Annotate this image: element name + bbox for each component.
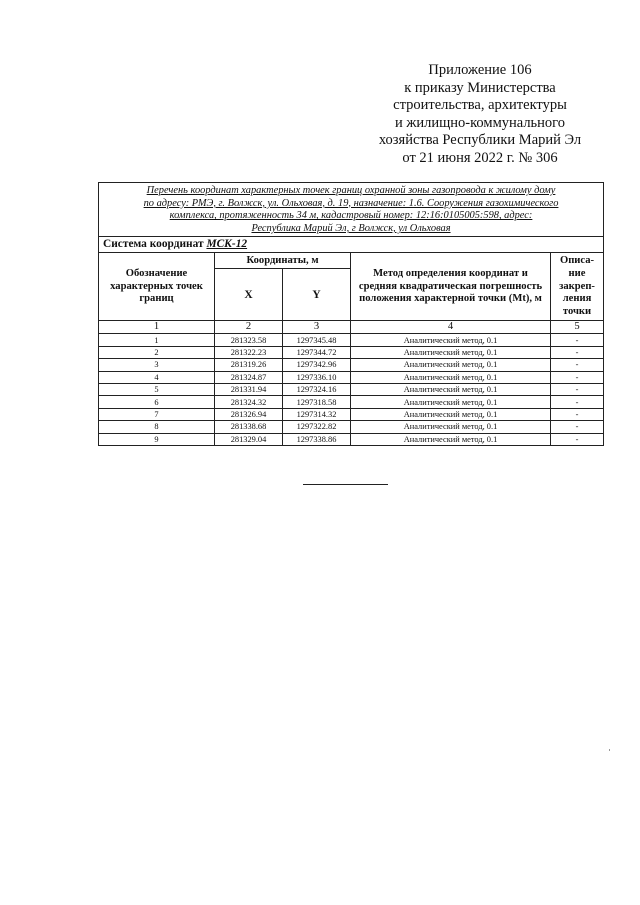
description-cell: - (551, 383, 604, 395)
column-number: 1 (99, 321, 215, 334)
table-title (99, 183, 604, 237)
header-x: X (215, 269, 283, 321)
point-cell: 4 (99, 371, 215, 383)
coordinate-system-label: Система координат (103, 238, 204, 251)
method-cell: Аналитический метод, 0.1 (351, 421, 551, 433)
method-cell: Аналитический метод, 0.1 (351, 359, 551, 371)
point-cell: 9 (99, 433, 215, 445)
table-title-line: комплекса, протяженность 34 м, кадастровый номер: 12:16:0105005:598, адрес: (169, 210, 533, 222)
table-row (99, 359, 604, 371)
column-number: 2 (215, 321, 283, 334)
table-row (99, 433, 604, 445)
description-cell: - (551, 334, 604, 346)
point-cell: 3 (99, 359, 215, 371)
appendix-line: строительства, архитектуры (393, 97, 567, 114)
table-row (99, 383, 604, 395)
header-description: Описа-ние закреп-ления точки (551, 253, 604, 321)
x-cell: 281324.87 (215, 371, 283, 383)
description-cell: - (551, 359, 604, 371)
header-coordinates: Координаты, м (215, 253, 351, 269)
y-cell: 1297344.72 (283, 346, 351, 358)
scan-speck (609, 749, 610, 751)
method-cell: Аналитический метод, 0.1 (351, 433, 551, 445)
point-cell: 2 (99, 346, 215, 358)
x-cell: 281338.68 (215, 421, 283, 433)
x-cell: 281329.04 (215, 433, 283, 445)
method-cell: Аналитический метод, 0.1 (351, 408, 551, 420)
description-cell: - (551, 421, 604, 433)
description-cell: - (551, 346, 604, 358)
table-title-line: по адресу: РМЭ, г. Волжск, ул. Ольховая, д. 19, назначение: 1.6. Сооружения газохимического (143, 197, 559, 209)
table-row (99, 408, 604, 420)
y-cell: 1297345.48 (283, 334, 351, 346)
column-number: 4 (351, 321, 551, 334)
table-title-line: Перечень координат характерных точек границ охранной зоны газопровода к жилому дому (146, 185, 556, 196)
x-cell: 281319.26 (215, 359, 283, 371)
table-row (99, 396, 604, 408)
y-cell: 1297322.82 (283, 421, 351, 433)
description-cell: - (551, 396, 604, 408)
method-cell: Аналитический метод, 0.1 (351, 371, 551, 383)
table-row (99, 346, 604, 358)
appendix-header (340, 62, 620, 168)
method-cell: Аналитический метод, 0.1 (351, 396, 551, 408)
point-cell: 5 (99, 383, 215, 395)
y-cell: 1297336.10 (283, 371, 351, 383)
description-cell: - (551, 433, 604, 445)
y-cell: 1297342.96 (283, 359, 351, 371)
point-cell: 8 (99, 421, 215, 433)
coordinate-system (99, 237, 604, 253)
coordinate-system-value: МСК-12 (206, 238, 248, 251)
y-cell: 1297314.32 (283, 408, 351, 420)
table-row (99, 334, 604, 346)
table-row (99, 421, 604, 433)
column-number-row (99, 321, 604, 334)
appendix-line: к приказу Министерства (404, 79, 556, 96)
appendix-line: хозяйства Республики Марий Эл (378, 132, 582, 149)
y-cell: 1297338.86 (283, 433, 351, 445)
appendix-line: от 21 июня 2022 г. № 306 (402, 149, 558, 166)
point-cell: 6 (99, 396, 215, 408)
point-cell: 1 (99, 334, 215, 346)
description-cell: - (551, 408, 604, 420)
x-cell: 281322.23 (215, 346, 283, 358)
y-cell: 1297324.16 (283, 383, 351, 395)
column-number: 3 (283, 321, 351, 334)
closing-rule (303, 484, 388, 485)
method-cell: Аналитический метод, 0.1 (351, 346, 551, 358)
method-cell: Аналитический метод, 0.1 (351, 383, 551, 395)
header-y: Y (283, 269, 351, 321)
appendix-line: и жилищно-коммунального (394, 114, 566, 131)
table-row (99, 371, 604, 383)
x-cell: 281326.94 (215, 408, 283, 420)
description-cell: - (551, 371, 604, 383)
y-cell: 1297318.58 (283, 396, 351, 408)
x-cell: 281331.94 (215, 383, 283, 395)
appendix-line: Приложение 106 (428, 62, 532, 78)
header-point-label: Обозначение характерных точек границ (99, 253, 215, 321)
x-cell: 281324.32 (215, 396, 283, 408)
table-title-line: Республика Марий Эл, г Волжск, ул Ольховая (251, 222, 451, 234)
x-cell: 281323.58 (215, 334, 283, 346)
header-method: Метод определения координат и средняя квадратическая погрешность положения характерной точки (Mt), м (351, 253, 551, 321)
method-cell: Аналитический метод, 0.1 (351, 334, 551, 346)
coordinates-table (98, 182, 604, 446)
point-cell: 7 (99, 408, 215, 420)
column-number: 5 (551, 321, 604, 334)
